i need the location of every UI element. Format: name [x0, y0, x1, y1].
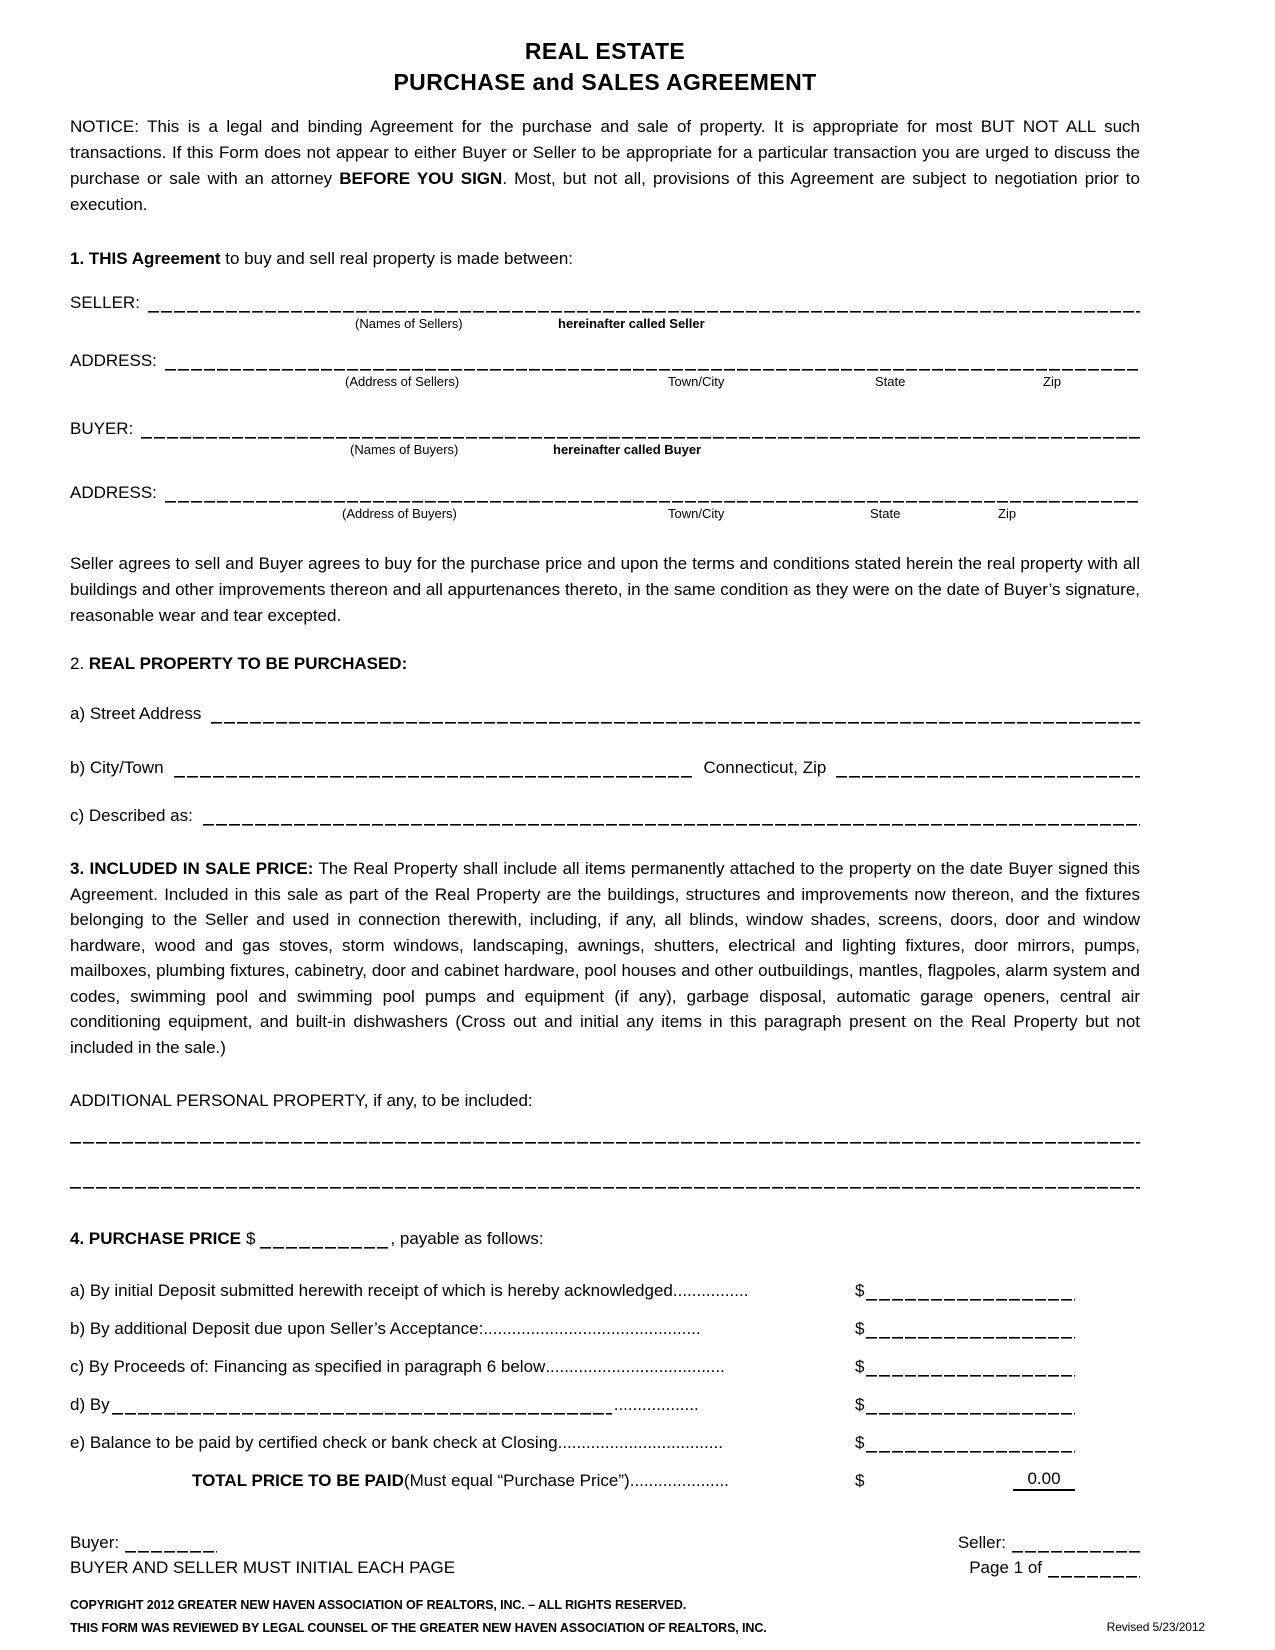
- total-price-note: (Must equal “Purchase Price”): [403, 1471, 630, 1490]
- total-price-amount: [855, 1469, 1075, 1491]
- section1-number: 1. THIS Agreement: [70, 249, 221, 268]
- described-as-row: [70, 802, 1140, 826]
- city-town-blank[interactable]: [174, 759, 694, 778]
- street-address-blank[interactable]: [211, 705, 1140, 724]
- dollar-sign: $: [855, 1319, 865, 1338]
- seller-initial-group: [958, 1533, 1140, 1553]
- section3-body: The Real Property shall include all items permanently attached to the property on the date Buyer signed this Agreement. Included in this sale as part of the Real Property are the buildings, structures and improvements now thereon, and the fixtures belonging to the Seller and used in connection therewith, including, if any, all blinds, window shades, screens, doors, door and window hardware, wood and gas stoves, storm windows, landscaping, awnings, shutters, electrical and lighting fixtures, door mirrors, pumps, mailboxes, plumbing fixtures, cabinetry, door and cabinet hardware, pool houses and other outbuildings, mantles, flagpoles, alarm system and codes, swimming pool and swimming pool pumps and equipment (if any), garbage disposal, automatic garage openers, central air conditioning equipment, and built-in dishwashers (Cross out and initial any items in this paragraph present on the Real Property but not included in the sale.): [70, 859, 1140, 1057]
- seller-initial-blank[interactable]: [1012, 1534, 1140, 1553]
- leader-dots: ..............................................: [483, 1319, 701, 1338]
- street-address-row: [70, 700, 1140, 724]
- additional-property-blank-1[interactable]: [70, 1139, 1140, 1144]
- payment-row-c-label: c) By Proceeds of: Financing as specified in paragraph 6 below ......................................: [70, 1357, 725, 1376]
- buyer-initial-group: [70, 1533, 217, 1553]
- seller-address-sub-row: [70, 371, 1140, 391]
- seller-row: [70, 289, 1140, 313]
- notice-paragraph: [70, 114, 1140, 218]
- described-as-label: c) Described as:: [70, 806, 193, 825]
- names-of-sellers-caption: (Names of Sellers): [355, 316, 463, 331]
- purchase-price-dollar-sign: $: [245, 1229, 256, 1248]
- buyer-zip-caption: Zip: [998, 506, 1017, 521]
- notice-text: NOTICE: This is a legal and binding Agreement for the purchase and sale of property. It is appropriate for most BUT NOT ALL such transactions. If this Form does not appear to either Buyer or Seller to be appropriate for a particular transaction you are urged to discuss the purchase or sale with an attorney: [70, 117, 1140, 188]
- payment-row-e: [70, 1427, 1140, 1453]
- agreement-terms-paragraph: Seller agrees to sell and Buyer agrees to buy for the purchase price and upon the terms and conditions stated herein the real property with all buildings and other improvements thereon and all appurtenances thereto, in the same condition as they were on the date of Buyer’s signature, reasonable wear and tear excepted.: [70, 554, 1140, 625]
- copyright-line-1: COPYRIGHT 2012 GREATER NEW HAVEN ASSOCIATION OF REALTORS, INC. – ALL RIGHTS RESERVED.: [70, 1598, 687, 1612]
- connecticut-zip-label: Connecticut, Zip: [703, 758, 827, 777]
- hereinafter-called-seller-caption: hereinafter called Seller: [558, 316, 705, 331]
- title-line-1: REAL ESTATE: [524, 38, 686, 64]
- payment-row-a: [70, 1275, 1140, 1301]
- footer-note-row: [70, 1553, 1140, 1578]
- document-title: [70, 36, 1140, 98]
- section3-heading: 3. INCLUDED IN SALE PRICE:: [70, 859, 314, 878]
- payable-as-follows-text: , payable as follows:: [390, 1229, 544, 1248]
- section1-heading: [70, 248, 1140, 269]
- page-number-group: [969, 1558, 1140, 1578]
- leader-dots: ...................................: [557, 1433, 723, 1452]
- payment-row-d: [70, 1389, 1140, 1415]
- notice-bold-text: BEFORE YOU SIGN: [339, 169, 503, 188]
- section3-paragraph: [70, 856, 1140, 1060]
- leader-dots: ..................: [613, 1395, 699, 1414]
- seller-address-blank[interactable]: [165, 352, 1140, 371]
- address-of-buyers-caption: (Address of Buyers): [342, 506, 457, 521]
- seller-label: SELLER:: [70, 293, 140, 312]
- names-of-buyers-caption: (Names of Buyers): [350, 442, 459, 457]
- payment-row-b: [70, 1313, 1140, 1339]
- title-line-2: PURCHASE and SALES AGREEMENT: [393, 69, 817, 95]
- other-payment-description-blank[interactable]: [112, 1396, 612, 1415]
- payment-row-b-amount: [855, 1319, 1075, 1339]
- leader-dots: .....................: [629, 1471, 729, 1490]
- city-town-label: b) City/Town: [70, 758, 164, 777]
- additional-personal-property-label: ADDITIONAL PERSONAL PROPERTY, if any, to be included:: [70, 1091, 533, 1110]
- seller-town-city-caption: Town/City: [668, 374, 725, 389]
- additional-deposit-amount-blank[interactable]: [866, 1320, 1075, 1339]
- buyer-address-sub-row: [70, 503, 1140, 523]
- hereinafter-called-buyer-caption: hereinafter called Buyer: [553, 442, 702, 457]
- buyer-address-row: [70, 479, 1140, 503]
- seller-zip-caption: Zip: [1043, 374, 1062, 389]
- seller-address-row: [70, 347, 1140, 371]
- leader-dots: ................: [672, 1281, 749, 1300]
- seller-sub-row: [70, 313, 1140, 333]
- total-price-bold-text: TOTAL PRICE TO BE PAID: [192, 1471, 404, 1490]
- address-of-sellers-caption: (Address of Sellers): [345, 374, 460, 389]
- purchase-price-blank[interactable]: [260, 1230, 390, 1249]
- buyer-name-blank[interactable]: [141, 420, 1140, 439]
- purchase-price-heading: 4. PURCHASE PRICE: [70, 1229, 241, 1248]
- seller-initial-label: Seller:: [957, 1533, 1006, 1552]
- page-count-blank[interactable]: [1048, 1559, 1140, 1578]
- payment-row-d-amount: [855, 1395, 1075, 1415]
- payment-row-a-amount: [855, 1281, 1075, 1301]
- section4-heading: [70, 1225, 1140, 1249]
- initial-each-page-note: BUYER AND SELLER MUST INITIAL EACH PAGE: [70, 1558, 456, 1577]
- dollar-sign: $: [855, 1357, 865, 1376]
- total-price-label: [70, 1471, 855, 1491]
- page-number-label: Page 1 of: [969, 1558, 1042, 1577]
- initial-deposit-amount-blank[interactable]: [866, 1282, 1075, 1301]
- closing-balance-amount-blank[interactable]: [866, 1434, 1075, 1453]
- seller-address-label: ADDRESS:: [70, 351, 157, 370]
- payment-row-c: [70, 1351, 1140, 1377]
- other-payment-amount-blank[interactable]: [866, 1396, 1075, 1415]
- section2-heading: [70, 653, 1140, 674]
- financing-amount-blank[interactable]: [866, 1358, 1075, 1377]
- payment-row-d-label: d) By ..................: [70, 1395, 699, 1414]
- total-price-row: [70, 1465, 1140, 1491]
- leader-dots: ......................................: [545, 1357, 725, 1376]
- notice-text-2: . Most, but not all, provisions of this Agreement are subject to negotiation prior to execution.: [70, 169, 1140, 214]
- dollar-sign: $: [855, 1395, 865, 1414]
- buyer-address-label: ADDRESS:: [70, 483, 157, 502]
- buyer-state-caption: State: [870, 506, 901, 521]
- buyer-address-blank[interactable]: [165, 484, 1140, 503]
- revised-date: Revised 5/23/2012: [1106, 1620, 1205, 1634]
- copyright-block: [70, 1594, 1205, 1640]
- payment-row-c-amount: [855, 1357, 1075, 1377]
- dollar-sign: $: [855, 1281, 865, 1300]
- payment-row-b-label: b) By additional Deposit due upon Seller’s Acceptance: ..............................................: [70, 1319, 701, 1338]
- copyright-line-2: THIS FORM WAS REVIEWED BY LEGAL COUNSEL OF THE GREATER NEW HAVEN ASSOCIATION OF REALTORS, INC.: [70, 1621, 767, 1635]
- payment-row-a-label: a) By initial Deposit submitted herewith receipt of which is hereby acknowledged ................: [70, 1281, 749, 1300]
- section1-heading-rest: to buy and sell real property is made between:: [220, 249, 574, 268]
- seller-state-caption: State: [875, 374, 906, 389]
- dollar-sign: $: [855, 1433, 865, 1452]
- buyer-initial-blank[interactable]: [125, 1534, 217, 1553]
- total-price-value: 0.00: [1013, 1469, 1075, 1491]
- buyer-label: BUYER:: [70, 419, 134, 438]
- seller-name-blank[interactable]: [148, 294, 1140, 313]
- section2-heading-text: REAL PROPERTY TO BE PURCHASED:: [88, 654, 408, 673]
- buyer-sub-row: [70, 439, 1140, 459]
- initials-row: [70, 1531, 1140, 1553]
- buyer-initial-label: Buyer:: [70, 1533, 120, 1552]
- payment-row-e-amount: [855, 1433, 1075, 1453]
- city-town-row: [70, 754, 1140, 778]
- buyer-row: [70, 415, 1140, 439]
- property-zip-blank[interactable]: [836, 759, 1140, 778]
- buyer-town-city-caption: Town/City: [668, 506, 725, 521]
- described-as-blank[interactable]: [203, 807, 1140, 826]
- street-address-label: a) Street Address: [70, 704, 202, 723]
- dollar-sign: $: [855, 1471, 865, 1490]
- additional-property-blank-2[interactable]: [70, 1184, 1140, 1189]
- payment-row-e-label: e) Balance to be paid by certified check or bank check at Closing ...................................: [70, 1433, 723, 1452]
- section2-number: 2.: [70, 654, 89, 673]
